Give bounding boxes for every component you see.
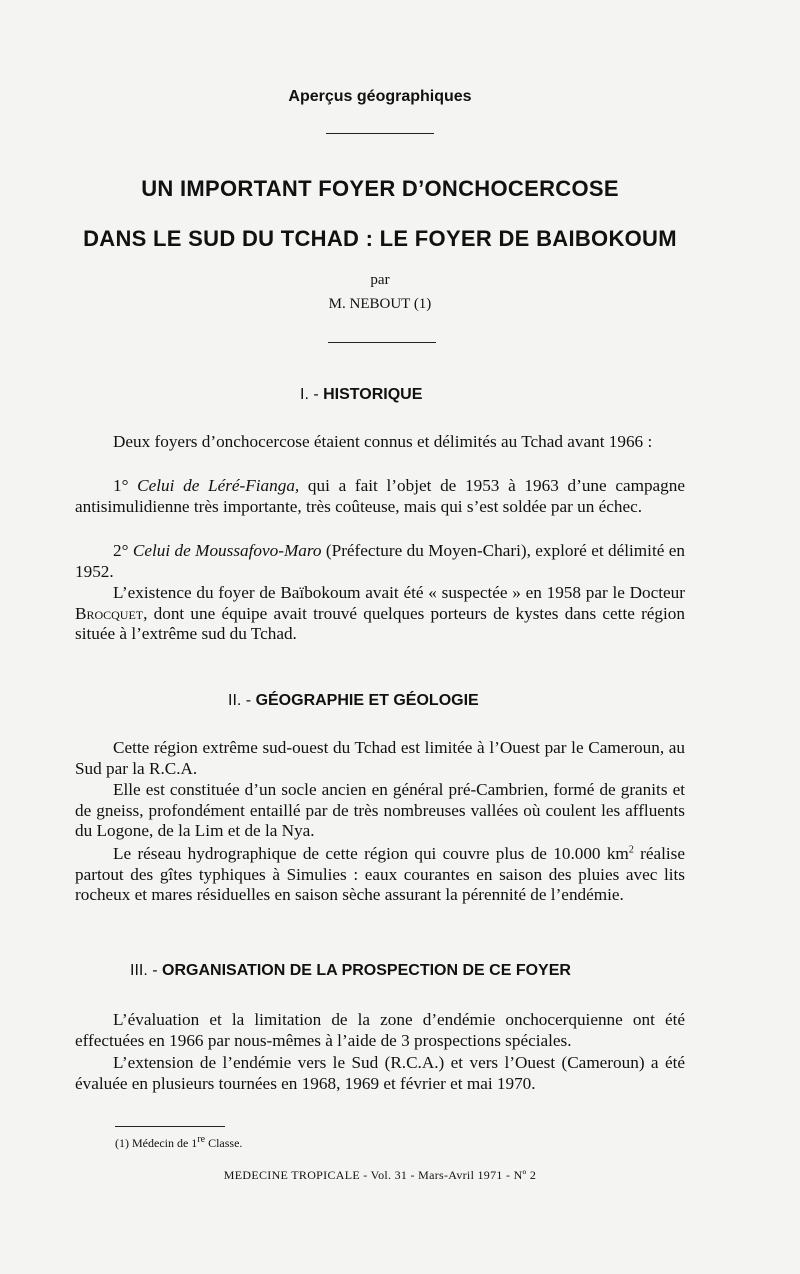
section-number: II. - — [228, 692, 252, 709]
section-heading-geographie — [228, 692, 479, 710]
section-title: GÉOGRAPHIE ET GÉOLOGIE — [255, 692, 479, 709]
paragraph-text: qui a fait l’objet de 1953 à 1963 d’une campagne antisimulidienne très importante, très coûteuse, mais qui s’est soldée par un échec. — [75, 476, 685, 516]
section-number: III. - — [130, 962, 158, 979]
divider-rule — [326, 133, 434, 134]
italic-place-name: Celui de Moussafovo-Maro — [132, 541, 322, 560]
paragraph: L’extension de l’endémie vers le Sud (R.C.A.) et vers l’Ouest (Cameroun) a été évaluée en plusieurs tournées en 1968, 1969 et février et mai 1970. — [75, 1053, 685, 1093]
paragraph-text: L’existence du foyer de Baïbokoum avait été « suspectée » en 1958 par le Docteur — [113, 583, 685, 602]
paragraph-text: dont une équipe avait trouvé quelques porteurs de kystes dans cette région située à l’extrême sud du Tchad. — [75, 603, 685, 643]
superscript: 2 — [628, 844, 634, 856]
section-title: ORGANISATION DE LA PROSPECTION DE CE FOYER — [162, 962, 571, 979]
paragraph — [75, 541, 685, 582]
paragraph: Elle est constituée d’un socle ancien en général pré-Cambrien, formé de granits et de gneiss, profondément entaillé par de très nombreuses vallées où coulent les affluents du Logone, de la Lim et de la Nya. — [75, 780, 685, 840]
divider-rule — [328, 342, 436, 343]
footnote — [115, 1136, 242, 1151]
paragraph — [75, 583, 685, 645]
section-heading-organisation — [130, 962, 571, 980]
article-title-line1: UN IMPORTANT FOYER D’ONCHOCERCOSE — [141, 176, 619, 201]
enumeration-number: 2° — [113, 541, 133, 560]
section-kicker: Aperçus géographiques — [288, 88, 472, 105]
footnote-text: Classe. — [205, 1136, 243, 1150]
byline-par: par — [370, 272, 390, 288]
enumeration-number: 1° — [113, 476, 138, 495]
paragraph: Cette région extrême sud-ouest du Tchad est limitée à l’Ouest par le Cameroun, au Sud par la R.C.A. — [75, 738, 685, 778]
paragraph: Deux foyers d’onchocercose étaient connus et délimités au Tchad avant 1966 : — [113, 432, 653, 451]
footnote-rule — [115, 1126, 225, 1127]
footnote-text: (1) Médecin de 1 — [115, 1136, 198, 1150]
author-name: M. NEBOUT (1) — [328, 296, 432, 312]
paragraph-text: réalise partout des gîtes typhiques à Simulies : eaux courantes en saison des pluies avec lits rocheux et mares résiduelles en saison sèche assurant la pérennité de l’endémie. — [75, 844, 685, 904]
section-heading-historique — [300, 386, 422, 404]
article-title-line2: DANS LE SUD DU TCHAD : LE FOYER DE BAIBOKOUM — [83, 226, 677, 251]
paragraph-text: Le réseau hydrographique de cette région qui couvre plus de 10.000 km — [113, 844, 629, 863]
superscript: re — [197, 1134, 206, 1145]
italic-place-name: Celui de Léré-Fianga, — [137, 476, 300, 495]
paragraph — [75, 844, 685, 906]
paragraph: L’évaluation et la limitation de la zone d’endémie onchocerquienne ont été effectuées en 1966 par nous-mêmes à l’aide de 3 prospections spéciales. — [75, 1010, 685, 1050]
paragraph-text: (Préfecture du Moyen-Chari), exploré et délimité en 1952. — [75, 541, 685, 581]
person-name: Brocquet, — [75, 603, 148, 623]
paragraph — [75, 476, 685, 517]
section-title: HISTORIQUE — [323, 386, 423, 403]
section-number: I. - — [300, 386, 319, 403]
journal-citation: MEDECINE TROPICALE - Vol. 31 - Mars-Avril 1971 - Nº 2 — [223, 1168, 537, 1182]
